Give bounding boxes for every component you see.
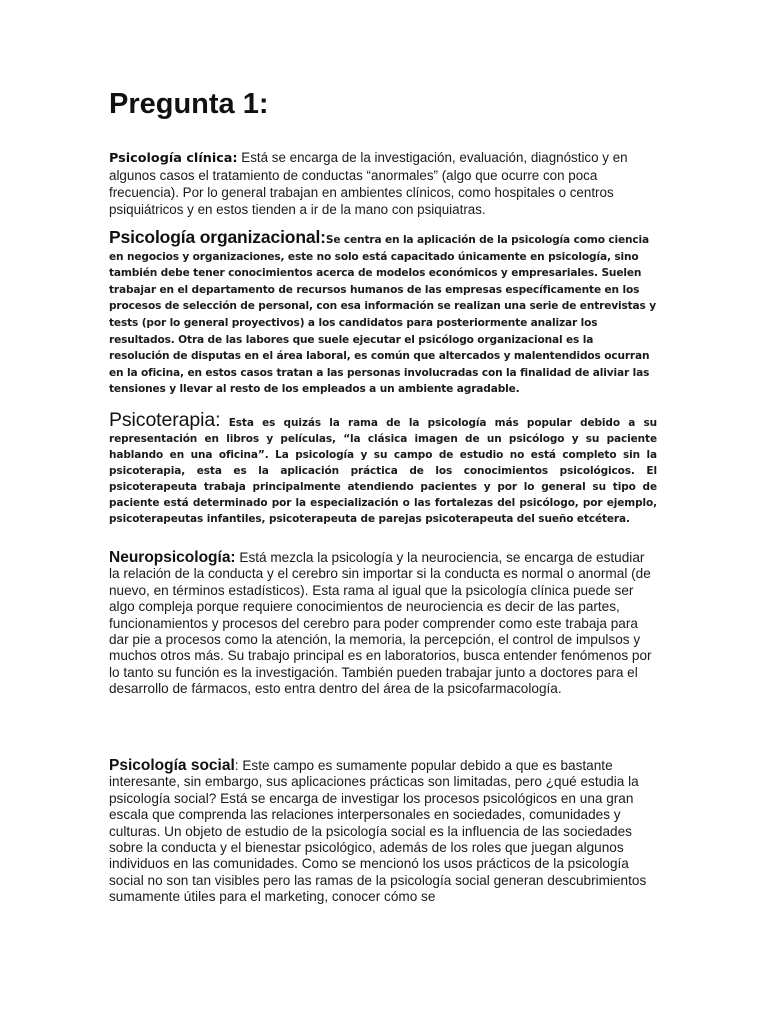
section-heading: Psicoterapia: — [109, 409, 221, 431]
section-psicologia-organizacional — [109, 229, 657, 398]
section-heading: Psicología clínica: — [109, 151, 238, 166]
section-heading: Psicología organizacional: — [109, 227, 326, 247]
section-neuropsicologia — [109, 550, 657, 698]
section-body: Está mezcla la psicología y la neurociencia, se encarga de estudiar la relación de la conducta y el cerebro sin importar si la conducta es normal o anormal (de nuevo, en términos estadísticos). Esta rama al igual que la psicología clínica puede ser algo compleja porque requiere conocimientos de neurociencia es decir de las partes, funcionamientos y procesos del cerebro para poder comprender como este trabaja para dar pie a procesos como la atención, la memoria, la percepción, el control de impulsos y muchos otros más. Su trabajo principal es en laboratorios, busca entender fenómenos por lo tanto su función es la investigación. También pueden trabajar junto a doctores para el desarrollo de fármacos, esto entra dentro del área de la psicofarmacología. — [109, 550, 652, 697]
section-psicologia-social — [109, 758, 657, 906]
section-heading: Neuropsicología: — [109, 549, 236, 566]
section-body: Se centra en la aplicación de la psicología como ciencia en negocios y organizaciones, este no solo está capacitado únicamente en psicología, sino también debe tener conocimientos acerca de modelos económicos y empresariales. Suelen trabajar en el departamento de recursos humanos de las empresas específicamente en los procesos de selección de personal, con esa información se realizan una serie de entrevistas y tests (por lo general proyectivos) a los candidatos para posteriormente analizar los resultados. Otra de las labores que suele ejecutar el psicólogo organizacional es la resolución de disputas en el área laboral, es común que altercados y malentendidos ocurran en la oficina, en estos casos tratan a las personas involucradas con la finalidad de aliviar las tensiones y llevar al resto de los empleados a un ambiente agradable. — [109, 234, 657, 396]
section-psicoterapia — [109, 409, 657, 527]
page-title: Pregunta 1: — [109, 88, 269, 120]
section-body: : Este campo es sumamente popular debido a que es bastante interesante, sin embargo, sus aplicaciones prácticas son limitadas, pero ¿qué estudia la psicología social? Está se encarga de investigar los procesos psicológicos en una gran escala que comprenda las relaciones interpersonales en sociedades, comunidades y culturas. Un objeto de estudio de la psicología social es la influencia de las sociedades sobre la conducta y el bienestar psicológico, además de los roles que juegan algunos individuos en las comunidades. Como se mencionó los usos prácticos de la psicología social no son tan visibles pero las ramas de la psicología social generan descubrimientos sumamente útiles para el marketing, conocer cómo se — [109, 758, 647, 905]
section-heading: Psicología social — [109, 757, 235, 774]
section-body: Esta es quizás la rama de la psicología más popular debido a su representación en libros y películas, “la clásica imagen de un psicólogo y su paciente hablando en una oficina”. La psicología y su campo de estudio no está completo sin la psicoterapia, esta es la aplicación práctica de los conocimientos psicológicos. El psicoterapeuta trabaja principalmente atendiendo pacientes y por lo general su tipo de paciente está determinado por la especialización o las fortalezas del psicólogo, por ejemplo, psicoterapeutas infantiles, psicoterapeuta de parejas psicoterapeuta del sueño etcétera. — [109, 417, 657, 525]
section-psicologia-clinica — [109, 149, 657, 218]
section-body: Está se encarga de la investigación, evaluación, diagnóstico y en algunos casos el tratamiento de conductas “anormales” (algo que ocurre con poca frecuencia). Por lo general trabajan en ambientes clínicos, como hospitales o centros psiquiátricos y en estos tienden a ir de la mano con psiquiatras. — [109, 150, 628, 217]
